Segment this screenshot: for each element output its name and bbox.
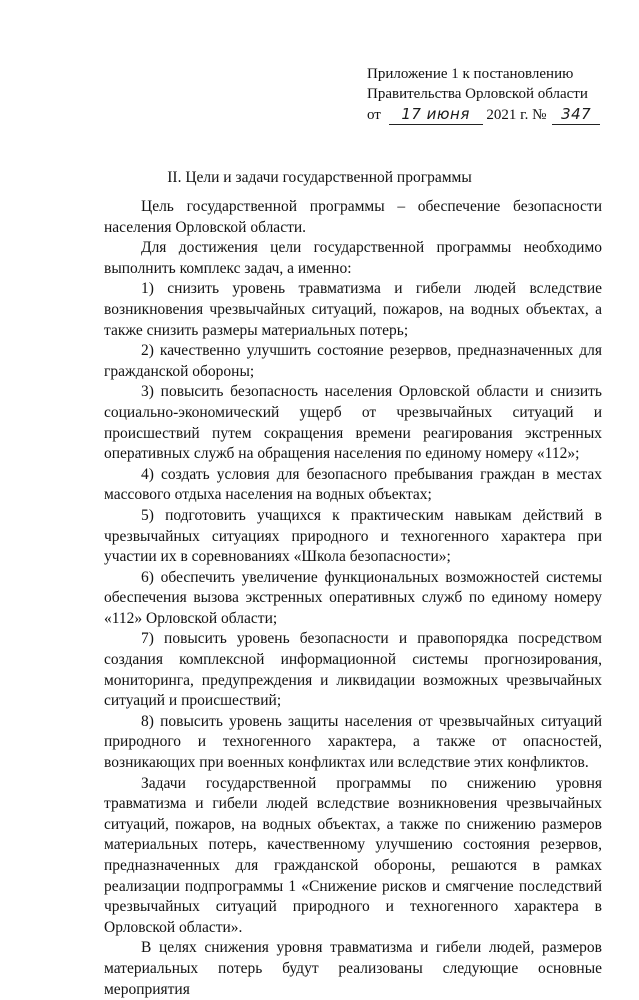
paragraph-subprogram: Задачи государственной программы по снижению уровня травматизма и гибели людей вследствие возникновения чрезвычайных ситуаций, пожаров, на водных объектах, а также по снижению размеров материальных потерь, качественному улучшению состояния резервов, предназначенных для гражданской обороны, решаются в рамках реализации подпрограммы 1 «Снижение рисков и смягчение последствий чрезвычайных ситуаций природного и техногенного характера в Орловской области».: [104, 774, 602, 936]
appendix-line-1: Приложение 1 к постановлению: [367, 66, 574, 82]
appendix-date-line: [367, 104, 607, 125]
paragraph-task-3: 3) повысить безопасность населения Орловской области и снизить социально-экономический ущерб от чрезвычайных ситуаций и происшествий путем сокращения времени реагирования экстренных оперативных служб на обращения населения по единому номеру «112»;: [104, 383, 602, 463]
handwritten-number: 347: [552, 104, 600, 125]
document-body: [104, 197, 602, 1000]
date-year: 2021 г. №: [486, 107, 547, 123]
handwritten-date: 17 июня: [389, 104, 483, 125]
section-title: II. Цели и задачи государственной программы: [167, 169, 472, 186]
paragraph-task-8: 8) повысить уровень защиты населения от чрезвычайных ситуаций природного и техногенного характера, а также от опасностей, возникающих при военных конфликтах или вследствие этих конфликтов.: [104, 712, 602, 772]
date-prefix: от: [367, 107, 381, 123]
paragraph-goal: Цель государственной программы – обеспечение безопасности населения Орловской области.: [104, 198, 602, 236]
paragraph-measures: В целях снижения уровня травматизма и гибели людей, размеров материальных потерь будут реализованы следующие основные мероприятия: [104, 939, 602, 998]
appendix-line-2: Правительства Орловской области: [367, 86, 588, 102]
paragraph-task-6: 6) обеспечить увеличение функциональных возможностей системы обеспечения вызова экстренных оперативных служб по единому номеру «112» Орловской области;: [104, 568, 602, 627]
paragraph-tasks-intro: Для достижения цели государственной программы необходимо выполнить комплекс задач, а именно:: [104, 239, 602, 277]
paragraph-task-1: 1) снизить уровень травматизма и гибели людей вследствие возникновения чрезвычайных ситуаций, пожаров, на водных объектах, а также снизить размеры материальных потерь;: [104, 280, 602, 339]
paragraph-task-5: 5) подготовить учащихся к практическим навыкам действий в чрезвычайных ситуациях природного и техногенного характера при участии их в соревнованиях «Школа безопасности»;: [104, 506, 602, 566]
paragraph-task-2: 2) качественно улучшить состояние резервов, предназначенных для гражданской обороны;: [104, 342, 602, 380]
paragraph-task-7: 7) повысить уровень безопасности и правопорядка посредством создания комплексной информационной системы прогнозирования, мониторинга, предупреждения и ликвидации возможных чрезвычайных ситуаций и происшествий;: [104, 630, 602, 710]
paragraph-task-4: 4) создать условия для безопасного пребывания граждан в местах массового отдыха населения на водных объектах;: [104, 465, 602, 504]
